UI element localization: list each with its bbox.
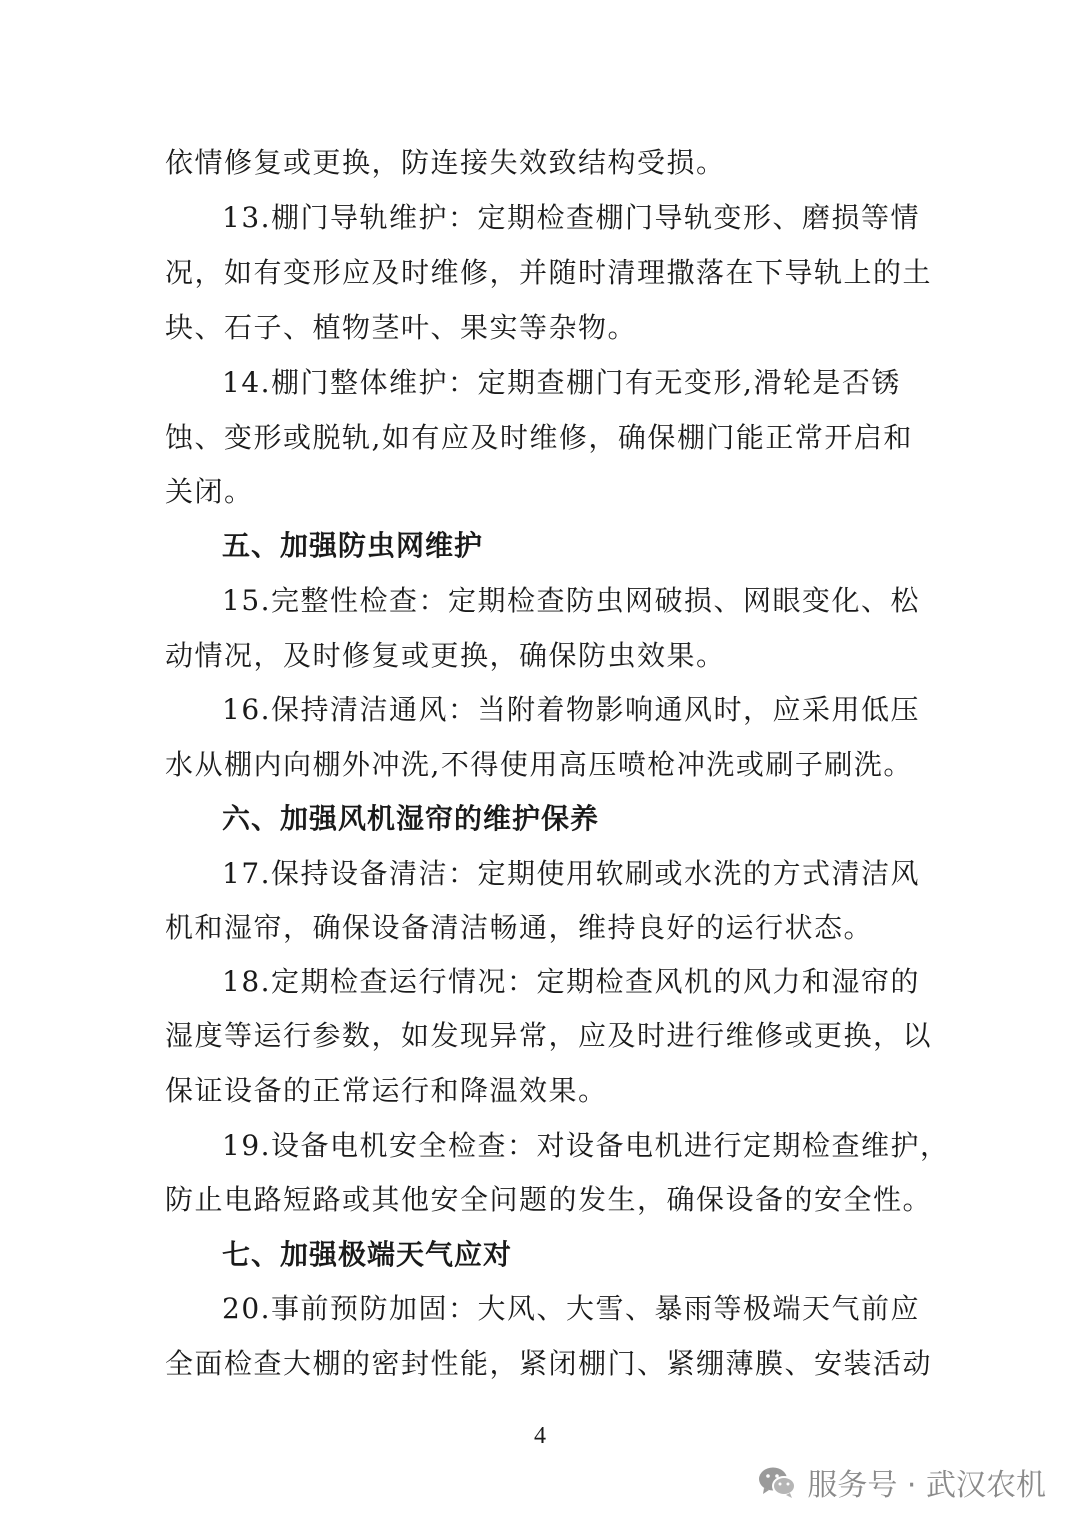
paragraph-line: 15.完整性检查：定期检查防虫网破损、网眼变化、松	[222, 584, 921, 617]
paragraph-line: 依情修复或更换，防连接失效致结构受损。	[165, 146, 726, 179]
paragraph-line: 16.保持清洁通风：当附着物影响通风时，应采用低压	[222, 693, 921, 726]
paragraph-line: 蚀、变形或脱轨,如有应及时维修，确保棚门能正常开启和	[165, 421, 913, 454]
paragraph-line: 18.定期检查运行情况：定期检查风机的风力和湿帘的	[222, 965, 921, 998]
watermark	[757, 1460, 1046, 1504]
paragraph-line: 水从棚内向棚外冲洗,不得使用高压喷枪冲洗或刷子刷洗。	[165, 748, 913, 781]
paragraph-line: 况，如有变形应及时维修，并随时清理撒落在下导轨上的土	[165, 256, 933, 289]
page-number: 4	[534, 1423, 546, 1449]
paragraph-line: 关闭。	[165, 475, 254, 508]
paragraph-line: 防止电路短路或其他安全问题的发生，确保设备的安全性。	[165, 1183, 933, 1216]
paragraph-line: 湿度等运行参数，如发现异常，应及时进行维修或更换，以	[165, 1019, 933, 1052]
paragraph-line: 20.事前预防加固：大风、大雪、暴雨等极端天气前应	[222, 1292, 921, 1325]
paragraph-line: 全面检查大棚的密封性能，紧闭棚门、紧绷薄膜、安装活动	[165, 1347, 933, 1380]
paragraph-line: 保证设备的正常运行和降温效果。	[165, 1074, 608, 1107]
paragraph-line: 14.棚门整体维护：定期查棚门有无变形,滑轮是否锈	[222, 366, 901, 399]
section-heading: 七、加强极端天气应对	[222, 1238, 513, 1271]
paragraph-line: 块、石子、植物茎叶、果实等杂物。	[165, 311, 638, 344]
paragraph-line: 19.设备电机安全检查：对设备电机进行定期检查维护，	[222, 1129, 950, 1162]
paragraph-line: 动情况，及时修复或更换，确保防虫效果。	[165, 639, 726, 672]
section-heading: 六、加强风机湿帘的维护保养	[222, 802, 600, 835]
paragraph-line: 17.保持设备清洁：定期使用软刷或水洗的方式清洁风	[222, 857, 921, 890]
watermark-text: 服务号 · 武汉农机	[807, 1468, 1046, 1503]
paragraph-line: 机和湿帘，确保设备清洁畅通，维持良好的运行状态。	[165, 911, 874, 944]
section-heading: 五、加强防虫网维护	[222, 529, 484, 562]
paragraph-line: 13.棚门导轨维护：定期检查棚门导轨变形、磨损等情	[222, 201, 921, 234]
wechat-icon	[757, 1464, 797, 1500]
